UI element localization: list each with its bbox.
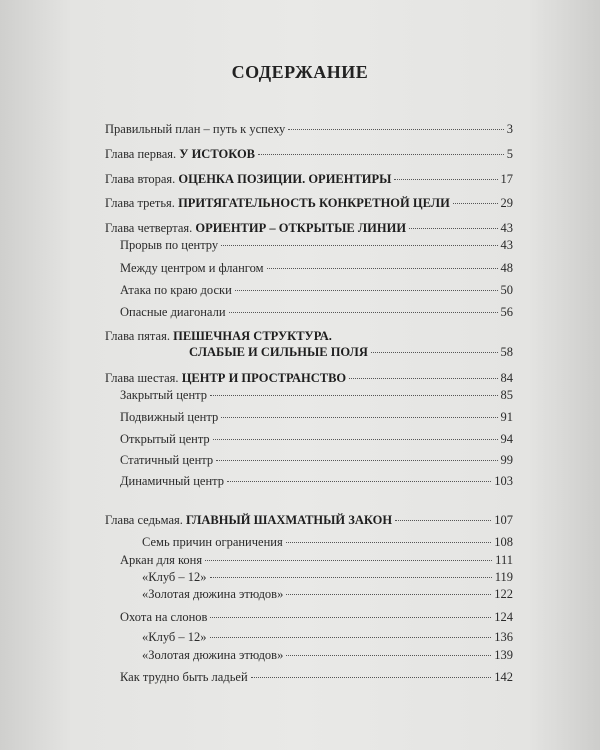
- entry-prefix: Глава третья.: [105, 196, 179, 210]
- toc-entry-label: [105, 371, 346, 386]
- entry-prefix: Аркан для коня: [120, 553, 203, 567]
- dot-leader: [221, 417, 497, 418]
- toc-entry-label: [120, 610, 207, 625]
- toc-entry: [105, 147, 513, 163]
- entry-prefix: Глава шестая.: [105, 371, 182, 385]
- entry-prefix: Статичный центр: [120, 453, 214, 467]
- dot-leader: [409, 228, 497, 229]
- toc-entry-label: [120, 553, 202, 568]
- dot-leader: [371, 352, 498, 353]
- toc-entry-label: [120, 261, 264, 276]
- page-number: 139: [494, 648, 513, 662]
- dot-leader: [221, 245, 497, 246]
- page-number: 29: [500, 196, 513, 210]
- toc-entry: [120, 283, 513, 299]
- toc-entry: [120, 474, 513, 490]
- toc-entry: [142, 630, 513, 646]
- entry-prefix: Глава пятая.: [105, 329, 174, 343]
- toc-entry: [120, 238, 513, 254]
- dot-leader: [229, 312, 498, 313]
- page-number: 17: [500, 172, 513, 186]
- toc-entry-label: [189, 345, 368, 360]
- page-number: 99: [500, 453, 513, 467]
- entry-prefix: Глава первая.: [105, 147, 180, 161]
- toc-entry-label: [142, 648, 283, 663]
- toc-entry-label: [120, 238, 218, 253]
- toc-entry: [105, 196, 513, 212]
- entry-prefix: Опасные диагонали: [120, 305, 226, 319]
- toc-entry: [120, 553, 513, 569]
- page-number: 108: [494, 535, 513, 549]
- dot-leader: [395, 520, 491, 521]
- entry-prefix: Глава седьмая.: [105, 513, 186, 527]
- dot-leader: [349, 378, 497, 379]
- entry-prefix: «Золотая дюжина этюдов»: [142, 648, 284, 662]
- toc-entry: [142, 535, 513, 551]
- page-number: 119: [494, 570, 513, 584]
- page-number: 85: [500, 388, 513, 402]
- toc-entry-label: [142, 570, 207, 585]
- page-number: 43: [500, 238, 513, 252]
- dot-leader: [258, 154, 504, 155]
- toc-entry: [120, 432, 513, 448]
- dot-leader: [210, 577, 492, 578]
- toc-entry-label: [120, 410, 218, 425]
- entry-title: У ИСТОКОВ: [179, 147, 256, 161]
- page-number: 124: [494, 610, 513, 624]
- page-number: 122: [494, 587, 513, 601]
- page-number: 5: [506, 147, 513, 161]
- page-number: 43: [500, 221, 513, 235]
- entry-title: ГЛАВНЫЙ ШАХМАТНЫЙ ЗАКОН: [186, 513, 393, 527]
- toc-entry: [120, 388, 513, 404]
- entry-title: ЦЕНТР И ПРОСТРАНСТВО: [181, 371, 347, 385]
- entry-prefix: Охота на слонов: [120, 610, 208, 624]
- toc-entry-label: [105, 513, 392, 528]
- page-number: 94: [500, 432, 513, 446]
- toc-entry-label: [105, 122, 285, 137]
- entry-prefix: Глава вторая.: [105, 172, 179, 186]
- toc-entry: [120, 453, 513, 469]
- toc-entry-label: [105, 221, 406, 236]
- toc-entry-label: [142, 535, 283, 550]
- toc-entry: [189, 345, 513, 361]
- toc-entry: [142, 648, 513, 664]
- toc-entry-label: [120, 283, 232, 298]
- dot-leader: [205, 560, 492, 561]
- dot-leader: [288, 129, 504, 130]
- toc-entry: [105, 513, 513, 529]
- toc-entry-label: [120, 474, 224, 489]
- toc-entry: [120, 610, 513, 626]
- entry-prefix: Атака по краю доски: [120, 283, 232, 297]
- dot-leader: [235, 290, 498, 291]
- page-number: 111: [495, 553, 513, 567]
- dot-leader: [286, 655, 491, 656]
- entry-prefix: Семь причин ограничения: [142, 535, 283, 549]
- page-number: 56: [500, 305, 513, 319]
- toc-entry: [120, 261, 513, 277]
- entry-prefix: «Клуб – 12»: [142, 630, 207, 644]
- entry-prefix: Динамичный центр: [120, 474, 225, 488]
- toc-entry-label: [142, 630, 207, 645]
- toc-entry-label: [120, 670, 248, 685]
- entry-title: ПЕШЕЧНАЯ СТРУКТУРА.: [173, 329, 332, 343]
- toc-entry-label: [142, 587, 283, 602]
- entry-title: ПРИТЯГАТЕЛЬНОСТЬ КОНКРЕТНОЙ ЦЕЛИ: [178, 196, 450, 210]
- entry-prefix: Прорыв по центру: [120, 238, 219, 252]
- entry-prefix: Как трудно быть ладьей: [120, 670, 248, 684]
- toc-entry: [120, 410, 513, 426]
- dot-leader: [213, 439, 498, 440]
- entry-prefix: «Клуб – 12»: [142, 570, 207, 584]
- entry-prefix: Подвижный центр: [120, 410, 219, 424]
- toc-entry: [105, 221, 513, 237]
- toc-entry-label: [105, 196, 450, 211]
- page-number: 142: [494, 670, 513, 684]
- dot-leader: [210, 637, 492, 638]
- toc-entry: [120, 305, 513, 321]
- dot-leader: [267, 268, 498, 269]
- toc-entry-label: [120, 432, 210, 447]
- toc-entry-label: [120, 388, 207, 403]
- toc-entry-label: [105, 172, 391, 187]
- dot-leader: [210, 395, 498, 396]
- entry-title: СЛАБЫЕ И СИЛЬНЫЕ ПОЛЯ: [189, 345, 368, 359]
- toc-entry-label: [105, 329, 332, 344]
- toc-entry: [105, 371, 513, 387]
- dot-leader: [453, 203, 498, 204]
- toc-entry: [142, 587, 513, 603]
- toc-entry-label: [105, 147, 255, 162]
- entry-title: ОРИЕНТИР – ОТКРЫТЫЕ ЛИНИИ: [195, 221, 407, 235]
- dot-leader: [210, 617, 491, 618]
- dot-leader: [227, 481, 491, 482]
- page-number: 91: [500, 410, 513, 424]
- entry-title: ОЦЕНКА ПОЗИЦИИ. ОРИЕНТИРЫ: [178, 172, 392, 186]
- entry-prefix: Открытый центр: [120, 432, 210, 446]
- dot-leader: [286, 594, 491, 595]
- page-number: 3: [506, 122, 513, 136]
- toc-entry: [105, 172, 513, 188]
- page-number: 48: [500, 261, 513, 275]
- toc-entry: [105, 122, 513, 138]
- entry-prefix: «Золотая дюжина этюдов»: [142, 587, 284, 601]
- dot-leader: [286, 542, 492, 543]
- toc-entry: [105, 329, 513, 345]
- toc-entry: [142, 570, 513, 586]
- entry-prefix: Между центром и флангом: [120, 261, 264, 275]
- toc-entry-label: [120, 305, 226, 320]
- dot-leader: [216, 460, 497, 461]
- page-number: 50: [500, 283, 513, 297]
- page-number: 136: [494, 630, 513, 644]
- page-number: 107: [494, 513, 513, 527]
- dot-leader: [394, 179, 497, 180]
- toc-entry-label: [120, 453, 213, 468]
- page-number: 84: [500, 371, 513, 385]
- entry-prefix: Глава четвертая.: [105, 221, 196, 235]
- page-number: 58: [500, 345, 513, 359]
- dot-leader: [251, 677, 492, 678]
- page-title: СОДЕРЖАНИЕ: [231, 62, 369, 82]
- entry-prefix: Правильный план – путь к успеху: [105, 122, 286, 136]
- entry-prefix: Закрытый центр: [120, 388, 207, 402]
- toc-entry: [120, 670, 513, 686]
- page-number: 103: [494, 474, 513, 488]
